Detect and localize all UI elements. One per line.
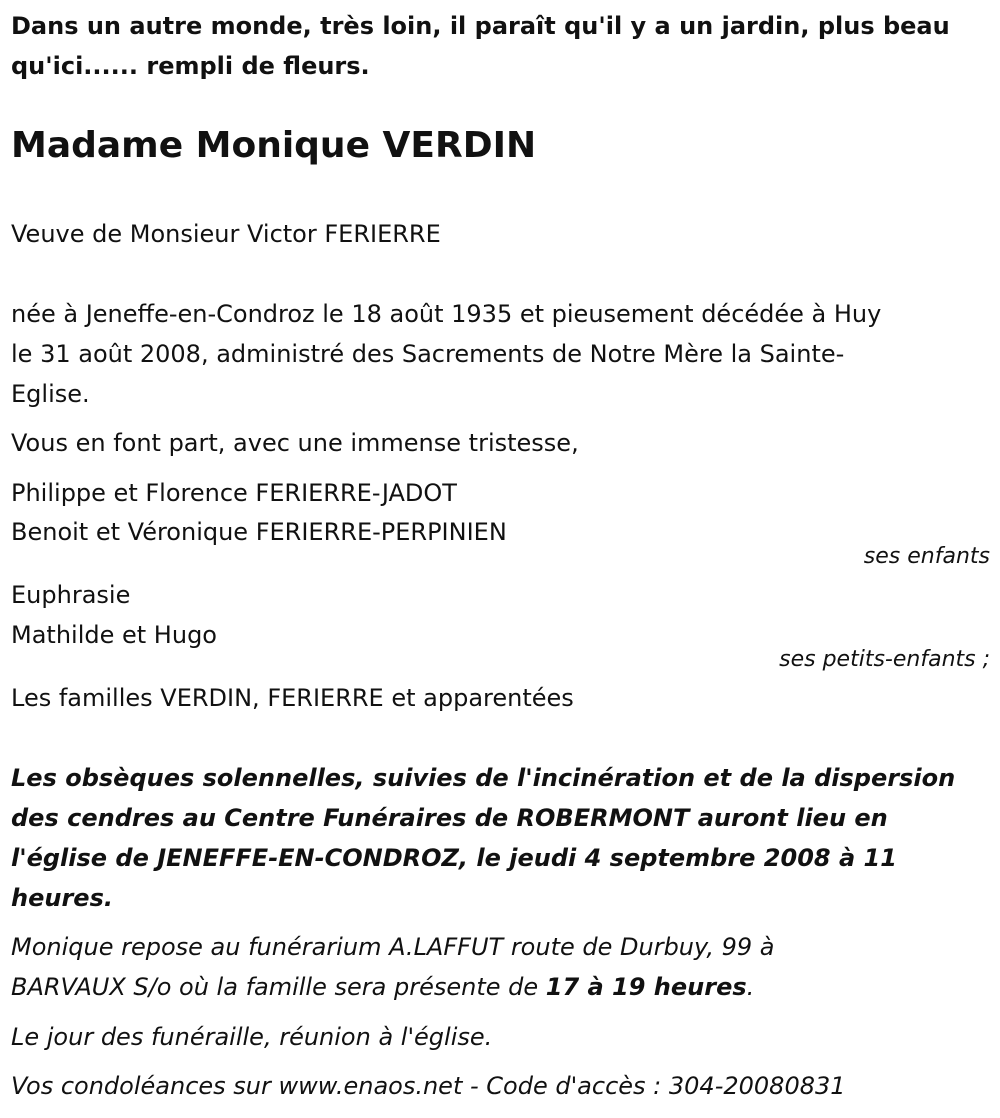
spouse-line: Veuve de Monsieur Victor FERIERRE	[11, 220, 441, 248]
visitation-suffix: .	[746, 973, 755, 1001]
child-entry: Benoit et Véronique FERIERRE-PERPINIEN	[11, 518, 507, 546]
bio-line-2: le 31 août 2008, administré des Sacrements de Notre Mère la Sainte-	[11, 340, 845, 368]
visitation-line-2	[11, 972, 754, 1002]
child-entry: Philippe et Florence FERIERRE-JADOT	[11, 479, 457, 507]
intro-quote-line-1: Dans un autre monde, très loin, il paraît qu'il y a un jardin, plus beau	[11, 12, 950, 40]
grandchildren-label: ses petits-enfants ;	[779, 647, 990, 672]
bio-line-1: née à Jeneffe-en-Condroz le 18 août 1935 et pieusement décédée à Huy	[11, 300, 882, 328]
grandchild-entry: Mathilde et Hugo	[11, 621, 217, 649]
visitation-prefix: BARVAUX S/o où la famille sera présente de	[11, 973, 546, 1001]
visitation-line-1: Monique repose au funérarium A.LAFFUT route de Durbuy, 99 à	[11, 933, 775, 961]
families-line: Les familles VERDIN, FERIERRE et apparentées	[11, 684, 574, 712]
funeral-day-line: Le jour des funéraille, réunion à l'église.	[11, 1023, 493, 1051]
grandchild-entry: Euphrasie	[11, 581, 131, 609]
intro-quote-line-2: qu'ici...... rempli de fleurs.	[11, 52, 370, 80]
children-label: ses enfants	[863, 544, 990, 569]
announcement: Vous en font part, avec une immense tristesse,	[11, 429, 579, 457]
condolences-line: Vos condoléances sur www.enaos.net - Code d'accès : 304-20080831	[11, 1072, 846, 1100]
visitation-hours: 17 à 19 heures	[545, 973, 747, 1001]
ceremony-line-3: l'église de JENEFFE-EN-CONDROZ, le jeudi 4 septembre 2008 à 11	[11, 844, 897, 872]
ceremony-line-1: Les obsèques solennelles, suivies de l'incinération et de la dispersion	[11, 764, 956, 792]
bio-line-3: Eglise.	[11, 380, 90, 408]
deceased-name: Madame Monique VERDIN	[11, 125, 537, 166]
ceremony-line-4: heures.	[11, 884, 113, 912]
ceremony-line-2: des cendres au Centre Funéraires de ROBERMONT auront lieu en	[11, 804, 888, 832]
